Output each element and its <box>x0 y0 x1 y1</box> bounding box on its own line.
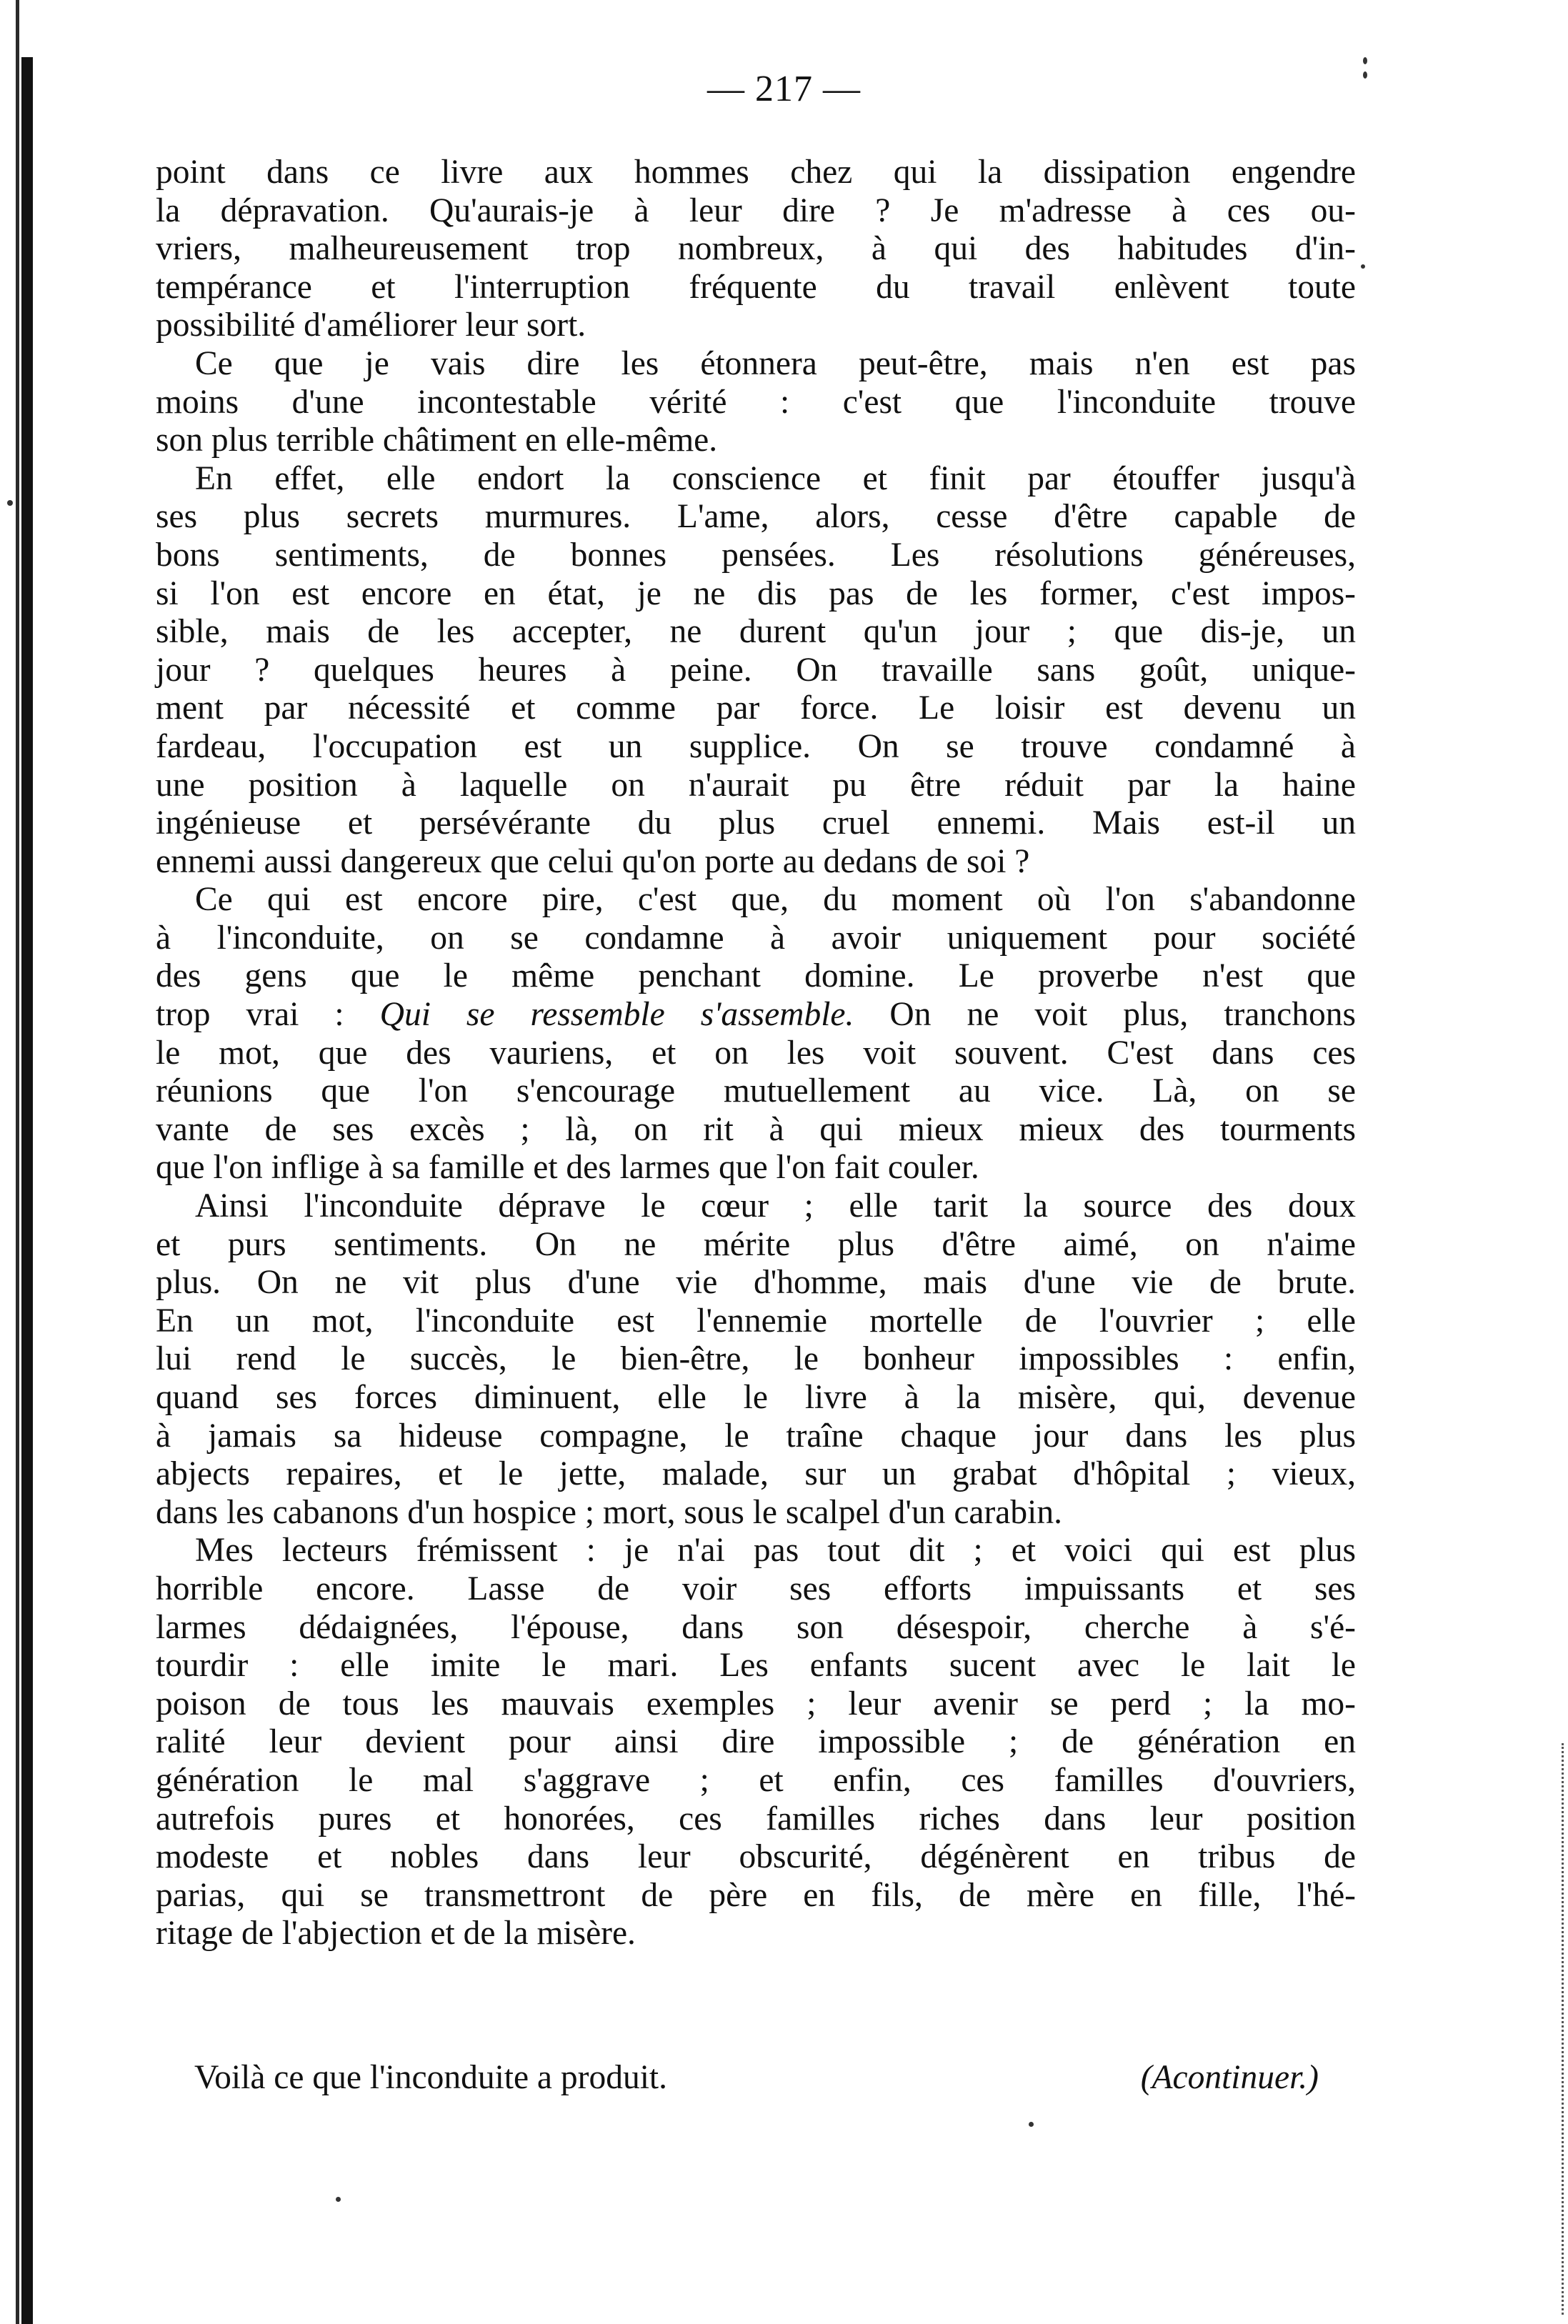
text-line: moins d'une incontestable vérité : c'est que l'inconduite trouve <box>156 383 1356 421</box>
text-line: bons sentiments, de bonnes pensées. Les résolutions généreuses, <box>156 536 1356 574</box>
text-line: En effet, elle endort la conscience et finit par étouffer jusqu'à <box>195 459 1356 497</box>
text-line: ralité leur devient pour ainsi dire impossible ; de génération en <box>156 1723 1356 1761</box>
text-line: ses plus secrets murmures. L'ame, alors, cesse d'être capable de <box>156 498 1356 536</box>
text-line: génération le mal s'aggrave ; et enfin, ces familles d'ouvriers, <box>156 1761 1356 1799</box>
text-line: fardeau, l'occupation est un supplice. On se trouve condamné à <box>156 727 1356 765</box>
text-line: Ce qui est encore pire, c'est que, du moment où l'on s'abandonne <box>195 881 1356 919</box>
text-line: En un mot, l'inconduite est l'ennemie mortelle de l'ouvrier ; elle <box>156 1302 1356 1340</box>
text-line: abjects repaires, et le jette, malade, sur un grabat d'hôpital ; vieux, <box>156 1455 1356 1493</box>
text-line: réunions que l'on s'encourage mutuellement au vice. Là, on se <box>156 1072 1356 1110</box>
text-line: Ainsi l'inconduite déprave le cœur ; elle tarit la source des doux <box>195 1187 1356 1225</box>
text-line: ritage de l'abjection et de la misère. <box>156 1915 636 1953</box>
text-line: ingénieuse et persévérante du plus cruel ennemi. Mais est-il un <box>156 804 1356 842</box>
text-line: une position à laquelle on n'aurait pu être réduit par la haine <box>156 766 1356 804</box>
text-line: autrefois pures et honorées, ces familles riches dans leur position <box>156 1800 1356 1837</box>
text-line: si l'on est encore en état, je ne dis pas de les former, c'est impos- <box>156 574 1356 612</box>
scan-binding-shadow <box>21 57 33 2324</box>
text-line: poison de tous les mauvais exemples ; leur avenir se perd ; la mo- <box>156 1685 1356 1722</box>
scan-speck <box>336 2197 341 2202</box>
scan-speck <box>1029 2122 1034 2127</box>
text-line: modeste et nobles dans leur obscurité, dégénèrent en tribus de <box>156 1838 1356 1876</box>
scan-right-edge <box>1559 1743 1564 2315</box>
scan-speck <box>1363 57 1367 64</box>
text-line: des gens que le même penchant domine. Le proverbe n'est que <box>156 957 1356 995</box>
continuation-note: (Acontinuer.) <box>1140 2059 1319 2096</box>
text-line: lui rend le succès, le bien-être, le bonheur impossibles : enfin, <box>156 1340 1356 1378</box>
text-line: la dépravation. Qu'aurais-je à leur dire ? Je m'adresse à ces ou- <box>156 191 1356 229</box>
text-line: à l'inconduite, on se condamne à avoir uniquement pour société <box>156 919 1356 957</box>
proverb-italic: Qui se ressemble s'assemble. <box>379 996 854 1034</box>
text-line: ment par nécessité et comme par force. Le loisir est devenu un <box>156 689 1356 727</box>
text-line: possibilité d'améliorer leur sort. <box>156 306 586 344</box>
text-line: Mes lecteurs frémissent : je n'ai pas tout dit ; et voici qui est plus <box>195 1532 1356 1570</box>
text-line: tempérance et l'interruption fréquente du travail enlèvent toute <box>156 268 1356 306</box>
text-line: trop vrai : Qui se ressemble s'assemble. On ne voit plus, tranchons <box>156 996 1356 1034</box>
text-line: son plus terrible châtiment en elle-même. <box>156 422 718 459</box>
text-line: parias, qui se transmettront de père en fils, de mère en fille, l'hé- <box>156 1876 1356 1914</box>
scan-edge-line <box>16 0 19 2324</box>
text-line: ennemi aussi dangereux que celui qu'on porte au dedans de soi ? <box>156 842 1030 880</box>
body-text <box>156 154 1356 1953</box>
text-line: larmes dédaignées, l'épouse, dans son désespoir, cherche à s'é- <box>156 1608 1356 1646</box>
text-line: à jamais sa hideuse compagne, le traîne chaque jour dans les plus <box>156 1417 1356 1455</box>
text-line: quand ses forces diminuent, elle le livre à la misère, qui, devenue <box>156 1379 1356 1416</box>
text-line: que l'on inflige à sa famille et des larmes que l'on fait couler. <box>156 1149 979 1187</box>
text-line: tourdir : elle imite le mari. Les enfants sucent avec le lait le <box>156 1647 1356 1685</box>
text-line: sible, mais de les accepter, ne durent qu'un jour ; que dis-je, un <box>156 613 1356 651</box>
scan-speck <box>7 500 13 506</box>
text-line: vante de ses excès ; là, on rit à qui mieux mieux des tourments <box>156 1110 1356 1148</box>
text-line: jour ? quelques heures à peine. On travaille sans goût, unique- <box>156 651 1356 689</box>
text-line: et purs sentiments. On ne mérite plus d'être aimé, on n'aime <box>156 1225 1356 1263</box>
closing-line-row <box>194 2056 1356 2099</box>
text-line: point dans ce livre aux hommes chez qui la dissipation engendre <box>156 154 1356 191</box>
closing-line: Voilà ce que l'inconduite a produit. <box>194 2059 667 2096</box>
text-line: dans les cabanons d'un hospice ; mort, sous le scalpel d'un carabin. <box>156 1493 1062 1531</box>
scan-speck <box>1361 264 1365 269</box>
text-line: horrible encore. Lasse de voir ses efforts impuissants et ses <box>156 1570 1356 1607</box>
text-line: plus. On ne vit plus d'une vie d'homme, mais d'une vie de brute. <box>156 1264 1356 1302</box>
text-line: le mot, que des vauriens, et on les voit souvent. C'est dans ces <box>156 1034 1356 1072</box>
page-number: — 217 — <box>707 69 861 109</box>
text-line: Ce que je vais dire les étonnera peut-être, mais n'en est pas <box>195 344 1356 382</box>
text-line: vriers, malheureusement trop nombreux, à qui des habitudes d'in- <box>156 230 1356 268</box>
